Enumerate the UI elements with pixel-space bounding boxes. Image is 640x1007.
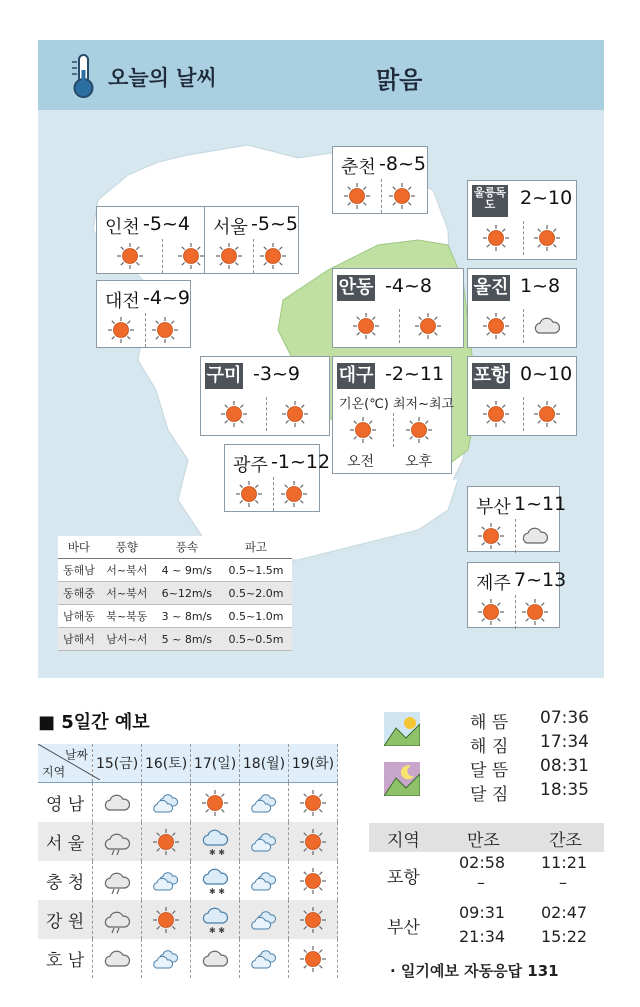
- five-day-forecast: [38, 708, 338, 971]
- city-card-8: [332, 356, 455, 474]
- sun-icon: [115, 241, 145, 271]
- sun-icon: [176, 241, 206, 271]
- city-temp: 1~11: [514, 493, 567, 515]
- weather-map-panel: [38, 40, 604, 678]
- forecast-cell: [142, 939, 191, 978]
- snow-cloud-icon: [200, 905, 230, 935]
- sea-header-2: 풍속: [154, 536, 220, 559]
- sea-cell: 서~북서: [100, 582, 154, 605]
- forecast-cell: [93, 783, 142, 823]
- tide-header: [369, 823, 604, 852]
- sea-header-3: 파고: [220, 536, 292, 559]
- sun-moon-label: 해 뜸: [470, 713, 509, 733]
- forecast-corner-header: [38, 744, 93, 783]
- page-title: 오늘의 날씨: [108, 66, 217, 90]
- sea-cell: 0.5~1.0m: [220, 605, 292, 628]
- city-temp: 7~13: [514, 569, 567, 591]
- sun-icon: [298, 788, 328, 818]
- forecast-cell: [289, 861, 338, 900]
- sun-icon: [348, 415, 378, 445]
- city-name: 서울: [213, 217, 248, 238]
- sea-cell: 5 ~ 8m/s: [154, 628, 220, 651]
- city-name: 대구: [337, 363, 375, 389]
- card-divider: [145, 313, 146, 347]
- corner-date-label: 날짜: [64, 748, 89, 762]
- cloud-icon: [102, 944, 132, 974]
- city-name: 대전: [105, 291, 140, 312]
- city-card-2: [332, 146, 428, 214]
- sun-icon: [532, 399, 562, 429]
- sea-cell: 6~12m/s: [154, 582, 220, 605]
- forecast-title: ■ 5일간 예보: [38, 712, 150, 733]
- sunrise-icon: [384, 712, 420, 746]
- cloud-icon: [151, 788, 181, 818]
- sea-header-0: 바다: [58, 536, 100, 559]
- sun-moon-label: 달 짐: [470, 785, 509, 805]
- city-name: 춘천: [341, 157, 376, 178]
- tide-panel: [369, 823, 604, 958]
- city-name: 광주: [233, 455, 268, 476]
- sea-cell: 0.5~2.0m: [220, 582, 292, 605]
- forecast-region: 호 남: [38, 939, 93, 978]
- city-temp: -8~5: [379, 153, 426, 175]
- sea-row: [58, 559, 292, 582]
- sun-icon: [279, 479, 309, 509]
- forecast-cell: [93, 822, 142, 861]
- cloud-icon: [151, 866, 181, 896]
- cloud-icon: [249, 866, 279, 896]
- forecast-cell: [191, 783, 240, 823]
- card-divider: [253, 239, 254, 273]
- tide-low2-busan: 15:22: [541, 927, 588, 946]
- rain-cloud-icon: [102, 827, 132, 857]
- forecast-cell: [142, 822, 191, 861]
- tide-low1-busan: 02:47: [541, 903, 588, 922]
- forecast-cell: [240, 939, 289, 978]
- sun-icon: [413, 311, 443, 341]
- sea-cell: 북~북동: [100, 605, 154, 628]
- pm-label: 오후: [405, 454, 433, 470]
- city-temp: 2~10: [520, 187, 573, 209]
- city-name: 안동: [337, 275, 375, 301]
- phone-forecast-footer: · 일기예보 자동응답 131: [390, 962, 559, 980]
- city-card-9: [467, 356, 577, 436]
- sea-conditions-table: [58, 536, 292, 651]
- sun-icon: [151, 827, 181, 857]
- svg-text:✱ ✱: ✱ ✱: [209, 847, 225, 857]
- city-name: 포항: [472, 363, 510, 389]
- sea-row: [58, 605, 292, 628]
- sun-icon: [234, 479, 264, 509]
- cloud-icon: [249, 944, 279, 974]
- city-name: 부산: [476, 497, 511, 518]
- card-divider: [399, 309, 400, 343]
- sun-icon: [258, 241, 288, 271]
- forecast-day-1: 16(토): [142, 744, 191, 783]
- temp-legend: 기온(℃) 최저~최고: [339, 397, 455, 412]
- sea-cell: 0.5~0.5m: [220, 628, 292, 651]
- card-divider: [523, 309, 524, 343]
- cloud-icon: [249, 827, 279, 857]
- sun-icon: [106, 315, 136, 345]
- tide-head-region: 지역: [387, 831, 420, 851]
- sun-icon: [298, 905, 328, 935]
- sun-icon: [520, 597, 550, 627]
- city-card-12: [467, 562, 567, 628]
- forecast-cell: [240, 822, 289, 861]
- forecast-cell: [191, 822, 240, 861]
- sun-icon: [387, 181, 417, 211]
- city-card-6: [467, 268, 577, 348]
- sea-cell: 남해서: [58, 628, 100, 651]
- city-card-11: [467, 486, 567, 552]
- card-divider: [523, 397, 524, 431]
- city-card-4: [96, 280, 191, 348]
- svg-text:✱ ✱: ✱ ✱: [209, 925, 225, 935]
- tide-low1-pohang: 11:21: [541, 853, 588, 872]
- forecast-cell: [240, 783, 289, 823]
- city-card-7: [200, 356, 330, 436]
- sun-icon: [200, 788, 230, 818]
- sun-icon: [476, 597, 506, 627]
- city-temp: -3~9: [253, 363, 300, 385]
- sun-moon-time: 07:36: [540, 708, 589, 728]
- sea-cell: 3 ~ 8m/s: [154, 605, 220, 628]
- city-card-5: [332, 268, 464, 348]
- cloud-icon: [520, 521, 550, 551]
- forecast-cell: [289, 783, 338, 823]
- forecast-row: [38, 822, 338, 861]
- sun-icon: [532, 223, 562, 253]
- tide-high1-busan: 09:31: [459, 903, 506, 922]
- sea-row: [58, 582, 292, 605]
- forecast-row: [38, 861, 338, 900]
- sea-header-1: 풍향: [100, 536, 154, 559]
- svg-text:✱ ✱: ✱ ✱: [209, 886, 225, 896]
- city-temp: -1~12: [271, 451, 331, 473]
- card-divider: [515, 595, 516, 629]
- sun-icon: [214, 241, 244, 271]
- city-temp: -4~8: [385, 275, 432, 297]
- tide-low2-pohang: –: [559, 873, 567, 892]
- city-name: 구미: [205, 363, 243, 389]
- cloud-icon: [151, 944, 181, 974]
- thermometer-icon: [68, 52, 98, 100]
- sun-moon-label: 달 뜸: [470, 761, 509, 781]
- forecast-row: [38, 783, 338, 823]
- forecast-region: 강 원: [38, 900, 93, 939]
- forecast-cell: [93, 939, 142, 978]
- sun-icon: [298, 866, 328, 896]
- sun-moon-label: 해 짐: [470, 737, 509, 757]
- forecast-region: 서 울: [38, 822, 93, 861]
- forecast-cell: [142, 861, 191, 900]
- forecast-cell: [93, 900, 142, 939]
- city-card-1: [204, 206, 299, 274]
- sun-icon: [481, 399, 511, 429]
- sea-cell: 남해동: [58, 605, 100, 628]
- tide-region-pohang: 포항: [387, 868, 420, 888]
- forecast-region: 영 남: [38, 783, 93, 823]
- forecast-cell: [191, 900, 240, 939]
- city-temp: -5~4: [143, 213, 190, 235]
- city-card-10: [224, 444, 331, 512]
- sun-icon: [351, 311, 381, 341]
- city-name: 울릉독도: [472, 185, 508, 217]
- tide-high1-pohang: 02:58: [459, 853, 506, 872]
- forecast-cell: [191, 939, 240, 978]
- sun-icon: [298, 944, 328, 974]
- forecast-cell: [289, 900, 338, 939]
- forecast-cell: [289, 939, 338, 978]
- sea-cell: 서~북서: [100, 559, 154, 582]
- corner-region-label: 지역: [42, 765, 66, 779]
- card-divider: [523, 221, 524, 255]
- sea-cell: 동해중: [58, 582, 100, 605]
- overall-condition: 맑음: [376, 66, 423, 94]
- sun-moon-time: 08:31: [540, 756, 589, 776]
- cloud-icon: [249, 905, 279, 935]
- city-name: 인천: [105, 217, 140, 238]
- tide-region-busan: 부산: [387, 918, 420, 938]
- city-name: 울진: [472, 275, 510, 301]
- sun-moon-panel: [384, 708, 614, 808]
- city-temp: 0~10: [520, 363, 573, 385]
- sun-icon: [481, 311, 511, 341]
- sea-cell: 동해남: [58, 559, 100, 582]
- card-divider: [381, 179, 382, 213]
- rain-cloud-icon: [102, 905, 132, 935]
- sun-icon: [342, 181, 372, 211]
- cloud-icon: [532, 311, 562, 341]
- rain-cloud-icon: [102, 866, 132, 896]
- forecast-table: [38, 744, 338, 978]
- forecast-cell: [142, 783, 191, 823]
- sea-cell: 0.5~1.5m: [220, 559, 292, 582]
- tide-high2-busan: 21:34: [459, 927, 506, 946]
- sun-icon: [404, 415, 434, 445]
- card-divider: [273, 477, 274, 511]
- forecast-day-2: 17(일): [191, 744, 240, 783]
- card-divider: [393, 413, 394, 447]
- cloud-icon: [249, 788, 279, 818]
- sun-icon: [150, 315, 180, 345]
- tide-head-high: 만조: [467, 831, 500, 851]
- tide-head-low: 간조: [549, 831, 582, 851]
- forecast-cell: [289, 822, 338, 861]
- sea-row: [58, 628, 292, 651]
- card-divider: [162, 239, 163, 273]
- sea-cell: 남서~서: [100, 628, 154, 651]
- card-divider: [515, 519, 516, 553]
- city-card-3: [467, 180, 577, 260]
- city-name: 제주: [476, 573, 511, 594]
- sun-icon: [280, 399, 310, 429]
- forecast-day-4: 19(화): [289, 744, 338, 783]
- sun-icon: [151, 905, 181, 935]
- sun-icon: [481, 223, 511, 253]
- forecast-cell: [142, 900, 191, 939]
- sun-icon: [298, 827, 328, 857]
- sun-moon-time: 18:35: [540, 780, 589, 800]
- forecast-region: 충 청: [38, 861, 93, 900]
- forecast-day-3: 18(월): [240, 744, 289, 783]
- cloud-icon: [102, 788, 132, 818]
- city-temp: -5~5: [251, 213, 298, 235]
- city-temp: -4~9: [143, 287, 190, 309]
- city-temp: 1~8: [520, 275, 561, 297]
- forecast-cell: [240, 900, 289, 939]
- sun-icon: [476, 521, 506, 551]
- tide-high2-pohang: –: [477, 873, 485, 892]
- moonrise-icon: [384, 762, 420, 796]
- forecast-cell: [240, 861, 289, 900]
- card-divider: [266, 397, 267, 431]
- forecast-row: [38, 939, 338, 978]
- forecast-row: [38, 900, 338, 939]
- snow-cloud-icon: [200, 866, 230, 896]
- forecast-cell: [93, 861, 142, 900]
- sun-icon: [219, 399, 249, 429]
- forecast-day-0: 15(금): [93, 744, 142, 783]
- am-label: 오전: [347, 454, 375, 470]
- sea-cell: 4 ~ 9m/s: [154, 559, 220, 582]
- cloud-icon: [200, 944, 230, 974]
- sun-moon-time: 17:34: [540, 732, 589, 752]
- snow-cloud-icon: [200, 827, 230, 857]
- city-temp: -2~11: [385, 363, 445, 385]
- forecast-cell: [191, 861, 240, 900]
